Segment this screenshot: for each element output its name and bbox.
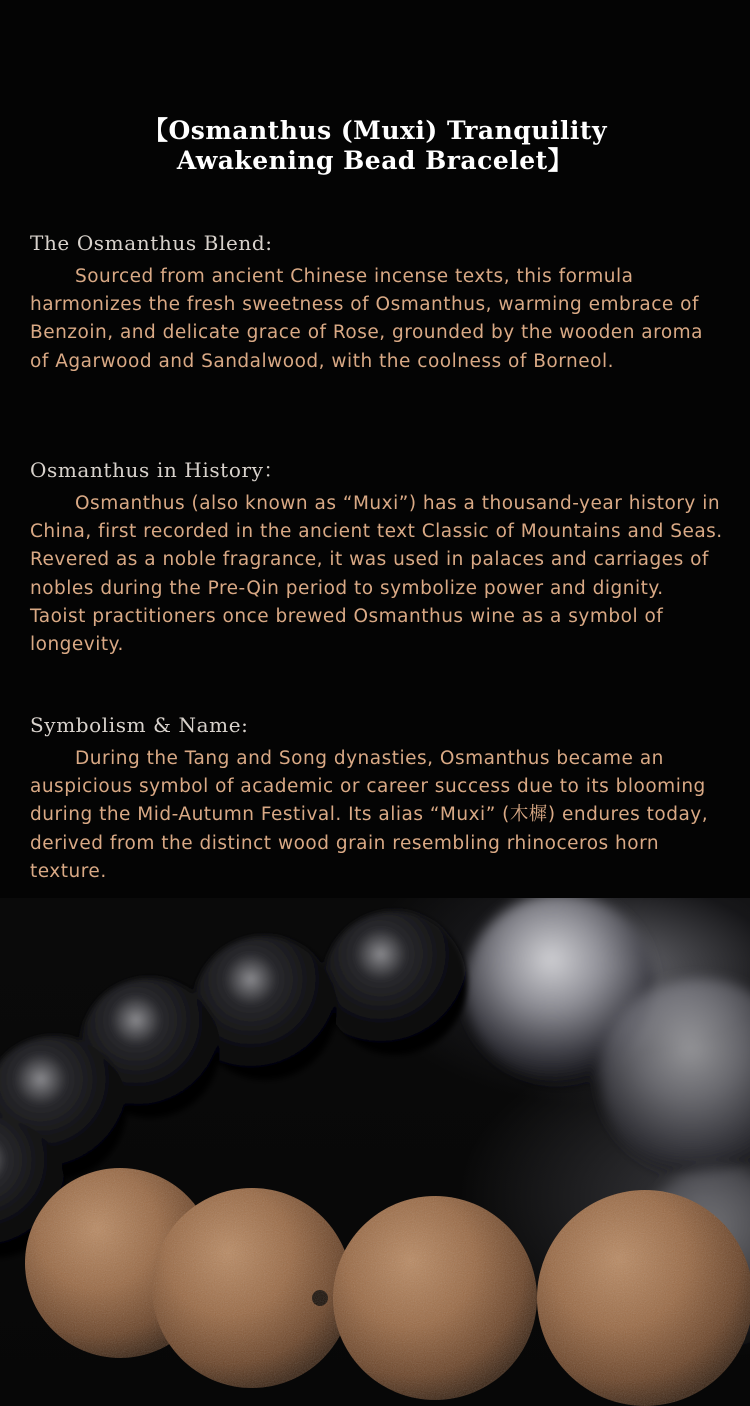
section-heading: Osmanthus in History： — [30, 458, 285, 482]
wood-texture — [25, 1168, 750, 1406]
section-heading: The Osmanthus Blend: — [30, 231, 273, 255]
bracelet-illustration — [0, 898, 750, 1406]
section-body: Sourced from ancient Chinese incense texts, this formula harmonizes the fresh sweetness of Osmanthus, warming embrace of Benzoin, and delicate grace of Rose, grounded by the wooden aroma of Agarwood and Sandalwood, with the coolness of Borneol. — [30, 266, 704, 372]
product-title-line-1: 【Osmanthus (Muxi) Tranquility — [142, 116, 608, 145]
section-heading: Symbolism & Name: — [30, 713, 249, 737]
section-symbolism-name — [30, 711, 725, 886]
section-osmanthus-blend — [30, 229, 725, 376]
product-title — [0, 116, 750, 176]
section-osmanthus-history — [30, 456, 725, 659]
bracelet-product-photo — [0, 898, 750, 1406]
section-body: Osmanthus (also known as “Muxi”) has a thousand-year history in China, first recorded in the ancient text Classic of Mountains and Seas. Revered as a noble fragrance, it was used in palaces and carriages of nobles during the Pre-Qin period to symbolize power and dignity. Taoist practitioners once brewed Osmanthus wine as a symbol of longevity. — [30, 493, 723, 656]
product-title-line-2: Awakening Bead Bracelet】 — [176, 146, 574, 175]
section-body: During the Tang and Song dynasties, Osmanthus became an auspicious symbol of academic or career success due to its blooming during the Mid-Autumn Festival. Its alias “Muxi” (木樨) endures today, derived from the distinct wood grain resembling rhinoceros horn texture. — [30, 748, 709, 882]
